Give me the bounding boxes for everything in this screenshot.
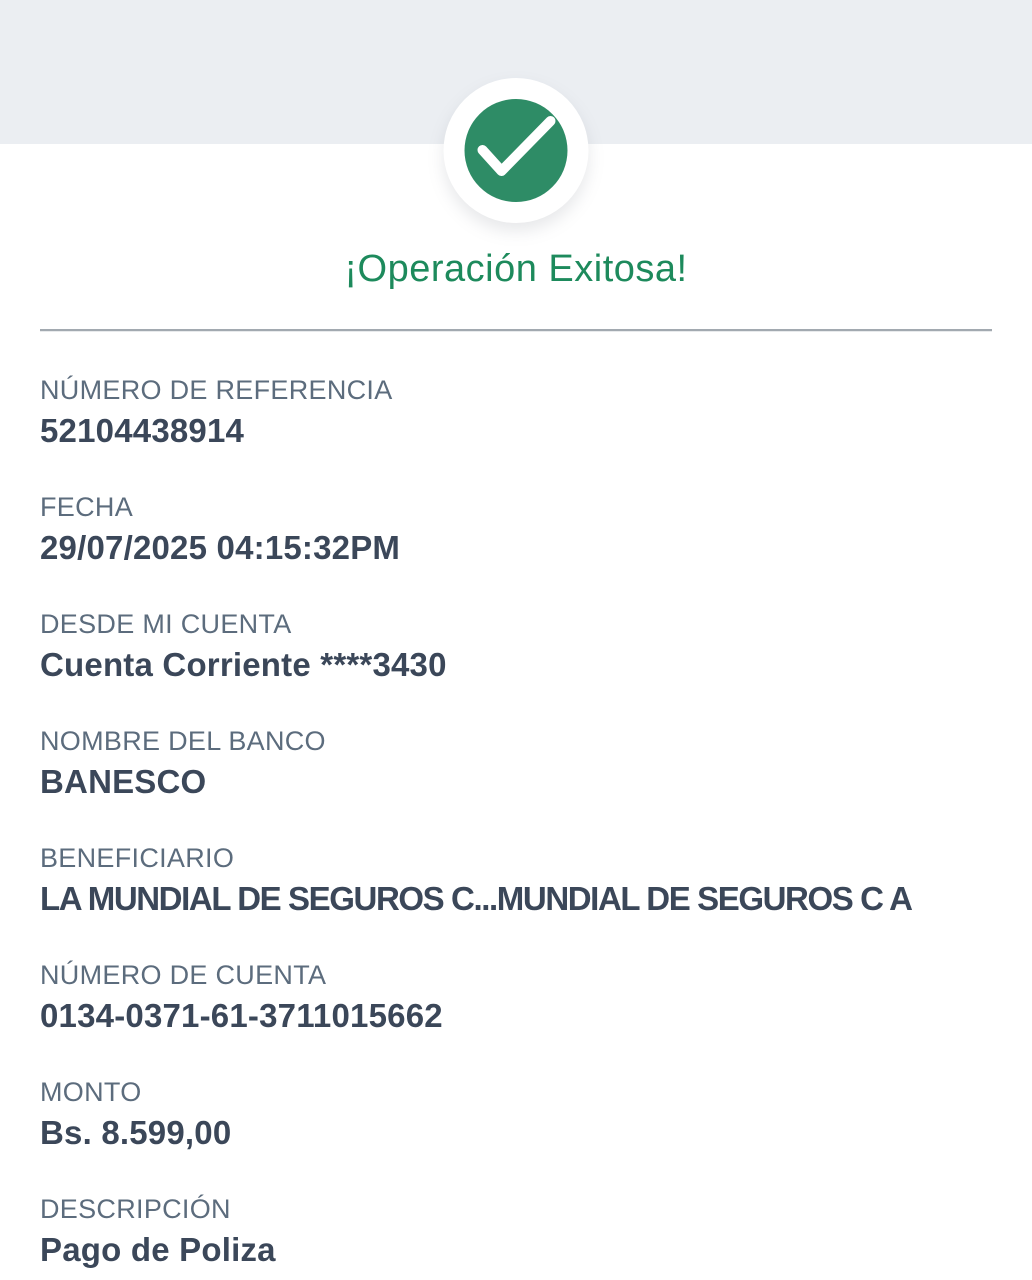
field-value: 0134-0371-61-3711015662 [40,997,443,1035]
field-label: BENEFICIARIO [40,842,235,873]
checkmark-icon [465,99,568,202]
success-check-circle [465,99,568,202]
field-label: NÚMERO DE CUENTA [40,959,327,990]
receipt-field [40,374,992,451]
success-title: ¡Operación Exitosa! [344,248,688,290]
success-badge [444,78,589,223]
receipt-field [40,1076,992,1153]
receipt-field [40,1193,992,1270]
field-value: BANESCO [40,763,207,801]
divider-line [40,329,992,332]
receipt-field [40,842,992,919]
field-label: NOMBRE DEL BANCO [40,725,326,756]
receipt-field [40,608,992,685]
receipt-field [40,491,992,568]
field-value: LA MUNDIAL DE SEGUROS C...MUNDIAL DE SEGUROS C A [40,880,912,918]
field-value: 52104438914 [40,412,245,450]
field-label: MONTO [40,1076,142,1107]
field-value: Bs. 8.599,00 [40,1114,232,1152]
field-label: DESCRIPCIÓN [40,1193,231,1224]
field-label: DESDE MI CUENTA [40,608,292,639]
field-value: 29/07/2025 04:15:32PM [40,529,401,567]
field-label: NÚMERO DE REFERENCIA [40,375,393,405]
receipt-field [40,959,992,1036]
field-label: FECHA [40,491,134,522]
field-value: Pago de Poliza [40,1231,276,1269]
receipt-fields [0,374,1032,1270]
receipt-field [40,725,992,802]
field-value: Cuenta Corriente ****3430 [40,646,447,684]
